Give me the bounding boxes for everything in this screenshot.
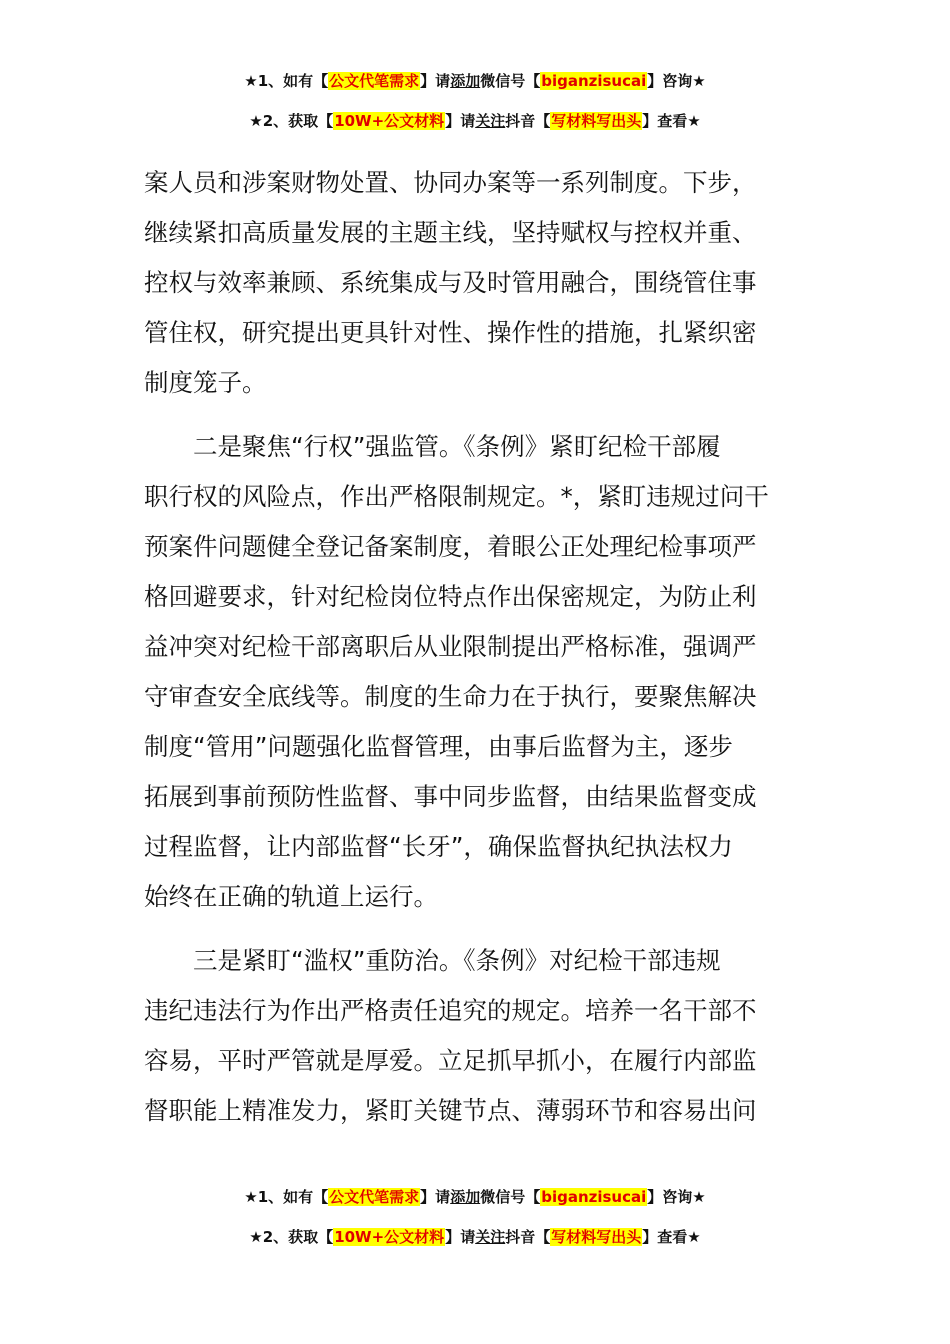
text-line: 三是紧盯“滥权”重防治。《条例》对纪检干部违规 <box>144 946 721 975</box>
text-line: 控权与效率兼顾、系统集成与及时管用融合，围绕管住事 <box>144 268 757 297</box>
text-line: 管住权，研究提出更具针对性、操作性的措施，扎紧织密 <box>144 318 757 347</box>
banner-text: 】请 <box>420 72 451 90</box>
banner-underline: 添加 <box>450 1188 481 1206</box>
banner-text: 】查看★ <box>642 1228 701 1246</box>
banner-text: 】查看★ <box>642 112 701 130</box>
banner-highlight: 公文代笔需求 <box>329 72 420 90</box>
footer-banner-line1 <box>0 1186 950 1208</box>
banner-underline: 关注 <box>475 112 506 130</box>
text-line: 职行权的风险点，作出严格限制规定。*，紧盯违规过问干 <box>144 482 769 511</box>
banner-highlight: 10W+公文材料 <box>334 1228 445 1246</box>
text-line: 预案件问题健全登记备案制度，着眼公正处理纪检事项严 <box>144 532 757 561</box>
text-line: 督职能上精准发力，紧盯关键节点、薄弱环节和容易出问 <box>144 1096 757 1125</box>
text-line: 拓展到事前预防性监督、事中同步监督，由结果监督变成 <box>144 782 757 811</box>
header-banner-line2 <box>0 110 950 132</box>
banner-text: 抖音【 <box>505 1228 551 1246</box>
banner-text: 微信号【 <box>480 1188 541 1206</box>
banner-highlight: 写材料写出头 <box>551 112 642 130</box>
text-line: 违纪违法行为作出严格责任追究的规定。培养一名干部不 <box>144 996 757 1025</box>
banner-highlight: biganzisucai <box>541 72 647 90</box>
banner-underline: 添加 <box>450 72 481 90</box>
text-line: 过程监督，让内部监督“长牙”，确保监督执纪执法权力 <box>144 832 733 861</box>
banner-text: 】请 <box>445 112 476 130</box>
text-line: 格回避要求，针对纪检岗位特点作出保密规定，为防止利 <box>144 582 757 611</box>
banner-text: ★2、获取【 <box>249 112 334 130</box>
banner-text: 微信号【 <box>480 72 541 90</box>
text-line: 继续紧扣高质量发展的主题主线，坚持赋权与控权并重、 <box>144 218 757 247</box>
banner-text: ★1、如有【 <box>244 1188 329 1206</box>
paragraph-2 <box>144 422 814 922</box>
text-line: 制度“管用”问题强化监督管理，由事后监督为主，逐步 <box>144 732 733 761</box>
text-line: 二是聚焦“行权”强监管。《条例》紧盯纪检干部履 <box>144 432 721 461</box>
document-body <box>144 158 814 1136</box>
banner-text: 】咨询★ <box>647 72 706 90</box>
banner-text: 抖音【 <box>505 112 551 130</box>
text-line: 始终在正确的轨道上运行。 <box>144 882 438 911</box>
text-line: 制度笼子。 <box>144 368 267 397</box>
paragraph-1 <box>144 158 814 408</box>
banner-text: 】请 <box>420 1188 451 1206</box>
footer-banner-line2 <box>0 1226 950 1248</box>
text-line: 案人员和涉案财物处置、协同办案等一系列制度。下步， <box>144 168 757 197</box>
banner-highlight: 公文代笔需求 <box>329 1188 420 1206</box>
banner-text: ★2、获取【 <box>249 1228 334 1246</box>
banner-highlight: 10W+公文材料 <box>334 112 445 130</box>
banner-highlight: 写材料写出头 <box>551 1228 642 1246</box>
header-banner-line1 <box>0 70 950 92</box>
banner-text: ★1、如有【 <box>244 72 329 90</box>
text-line: 守审查安全底线等。制度的生命力在于执行，要聚焦解决 <box>144 682 757 711</box>
text-line: 益冲突对纪检干部离职后从业限制提出严格标准，强调严 <box>144 632 757 661</box>
banner-text: 】请 <box>445 1228 476 1246</box>
banner-underline: 关注 <box>475 1228 506 1246</box>
banner-text: 】咨询★ <box>647 1188 706 1206</box>
text-line: 容易，平时严管就是厚爱。立足抓早抓小，在履行内部监 <box>144 1046 757 1075</box>
banner-highlight: biganzisucai <box>541 1188 647 1206</box>
paragraph-3 <box>144 936 814 1136</box>
